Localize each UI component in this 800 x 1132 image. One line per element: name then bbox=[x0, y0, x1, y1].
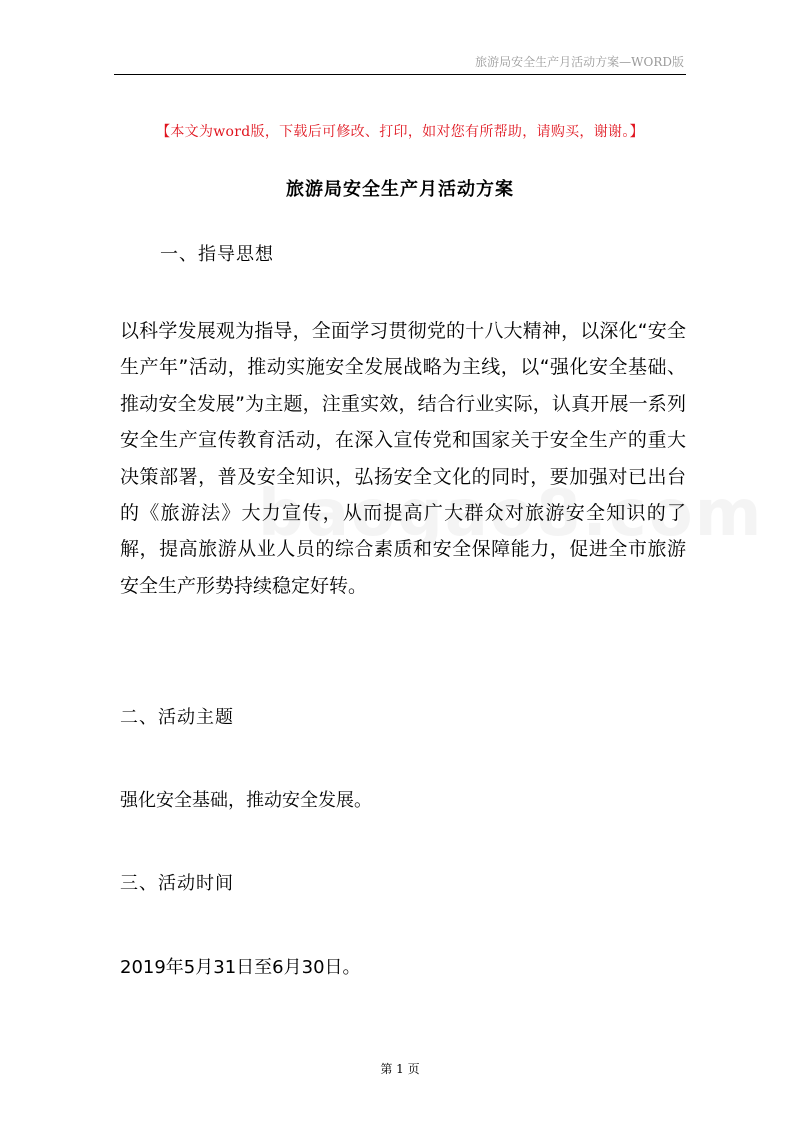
section-heading-guiding-ideology: 一、指导思想 bbox=[160, 244, 274, 265]
guiding-ideology-paragraph: 以科学发展观为指导，全面学习贯彻党的十八大精神，以深化“安全生产年”活动，推动实施安全发展战略为主线，以“强化安全基础、推动安全发展”为主题，注重实效，结合行业实际，认真开展一系列安全生产宣传教育活动，在深入宣传党和国家关于安全生产的重大决策部署，普及安全知识，弘扬安全文化的同时，要加强对已出台的《旅游法》大力宣传，从而提高广大群众对旅游安全知识的了解，提高旅游从业人员的综合素质和安全保障能力，促进全市旅游安全生产形势持续稳定好转。 bbox=[120, 320, 686, 597]
document-title: 旅游局安全生产月活动方案 bbox=[286, 179, 514, 200]
running-header: 旅游局安全生产月活动方案—WORD版 bbox=[475, 55, 684, 69]
activity-theme-text: 强化安全基础，推动安全发展。 bbox=[120, 790, 372, 811]
section-heading-activity-theme: 二、活动主题 bbox=[120, 707, 234, 728]
header-divider bbox=[114, 74, 686, 75]
activity-time-text: 2019年5月31日至6月30日。 bbox=[120, 957, 361, 978]
page-number: 第 1 页 bbox=[380, 1062, 420, 1076]
purchase-notice: 【本文为word版，下载后可修改、打印，如对您有所帮助，请购买，谢谢。】 bbox=[156, 124, 644, 140]
section-heading-activity-time: 三、活动时间 bbox=[120, 873, 234, 894]
